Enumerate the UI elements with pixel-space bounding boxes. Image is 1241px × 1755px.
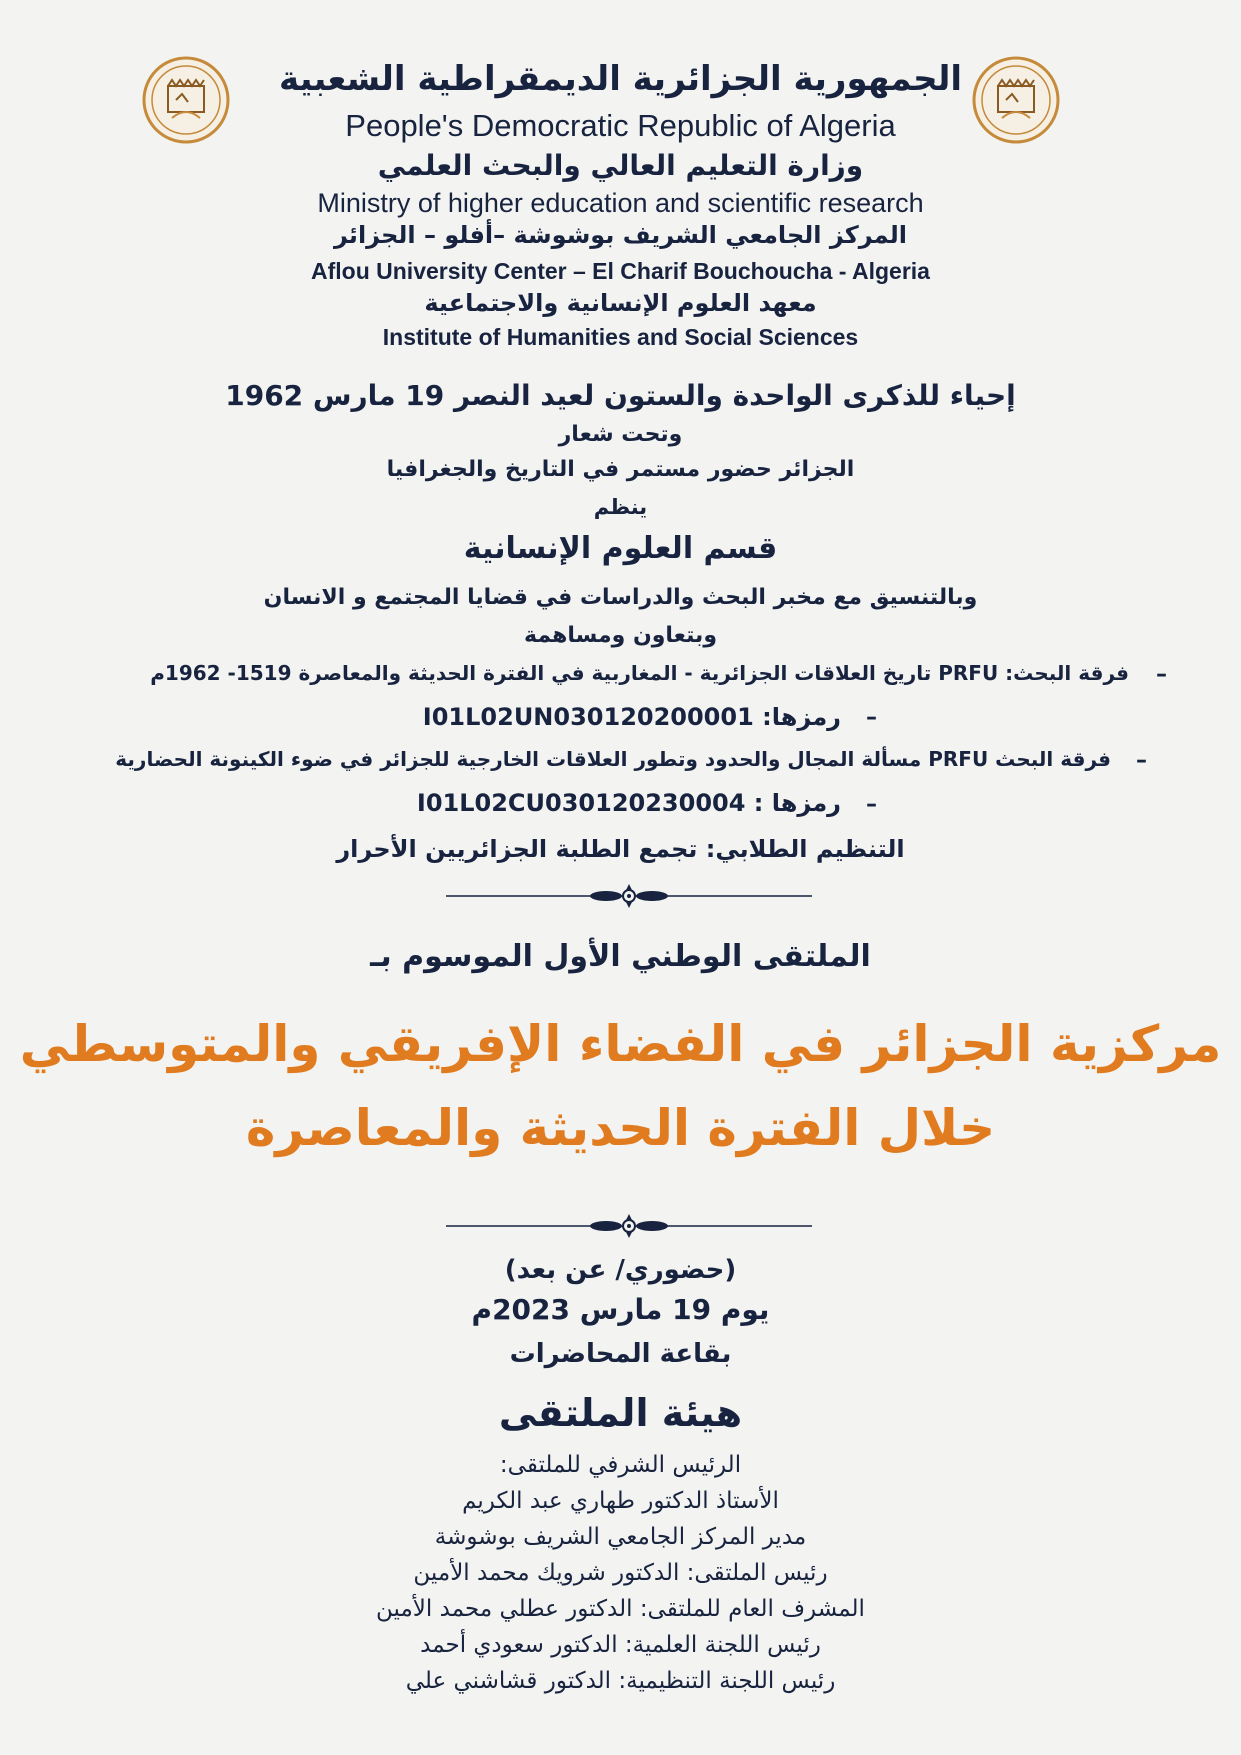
student-organization-text: التنظيم الطلابي: تجمع الطلبة الجزائريين الأحرار	[336, 835, 905, 863]
research-team-1-code: رمزها: I01L02UN030120200001	[422, 703, 841, 731]
event-date: يوم 19 مارس 2023م	[471, 1293, 770, 1326]
organizes-text: ينظم	[593, 495, 648, 519]
committee-heading: هيئة الملتقى	[498, 1391, 743, 1435]
slogan-text: الجزائر حضور مستمر في التاريخ والجغرافيا	[386, 457, 855, 482]
honorary-president-role: مدير المركز الجامعي الشريف بوشوشة	[434, 1524, 807, 1550]
ornament-divider-icon	[446, 1214, 812, 1238]
forum-subtitle: الملتقى الوطني الأول الموسوم بـ	[370, 939, 871, 974]
cooperation-text: وبتعاون ومساهمة	[524, 623, 717, 648]
research-team-1: فرقة البحث: PRFU تاريخ العلاقات الجزائرية - المغاربية في الفترة الحديثة والمعاصرة 1519- 1962م	[150, 661, 1129, 685]
ornament-divider-icon	[446, 884, 812, 908]
occasion-text: إحياء للذكرى الواحدة والستون لعيد النصر 19 مارس 1962	[225, 379, 1016, 412]
event-venue: بقاعة المحاضرات	[509, 1339, 732, 1369]
institute-english: Institute of Humanities and Social Sciences	[382, 324, 859, 350]
honorary-president-label: الرئيس الشرفي للملتقى:	[499, 1452, 742, 1478]
list-dash: –	[1136, 748, 1147, 773]
center-arabic: المركز الجامعي الشريف بوشوشة –أفلو – الجزائر	[334, 221, 907, 249]
research-team-2-code: رمزها : I01L02CU030120230004	[416, 789, 841, 817]
department-title: قسم العلوم الإنسانية	[463, 531, 778, 566]
forum-chair: رئيس الملتقى: الدكتور شرويك محمد الأمين	[413, 1560, 828, 1586]
ministry-english: Ministry of higher education and scientific research	[317, 188, 924, 218]
center-english: Aflou University Center – El Charif Bouchoucha - Algeria	[311, 258, 930, 284]
attendance-mode: (حضوري/ عن بعد)	[504, 1255, 737, 1285]
general-supervisor: المشرف العام للملتقى: الدكتور عطلي محمد الأمين	[376, 1596, 865, 1622]
list-dash: –	[866, 792, 877, 817]
research-team-2: فرقة البحث PRFU مسألة المجال والحدود وتطور العلاقات الخارجية للجزائر في ضوء الكينونة الحضارية	[115, 747, 1111, 771]
honorary-president-name: الأستاذ الدكتور طهاري عبد الكريم	[462, 1488, 779, 1514]
coordination-text: وبالتنسيق مع مخبر البحث والدراسات في قضايا المجتمع و الانسان	[263, 585, 978, 610]
republic-english: People's Democratic Republic of Algeria	[345, 108, 896, 143]
institute-arabic: معهد العلوم الإنسانية والاجتماعية	[424, 289, 817, 317]
list-dash: –	[866, 705, 877, 730]
forum-title-line-1: مركزية الجزائر في الفضاء الإفريقي والمتوسطي	[19, 1015, 1222, 1073]
organizing-committee-chair: رئيس اللجنة التنظيمية: الدكتور قشاشني علي	[405, 1668, 836, 1694]
forum-title-line-2: خلال الفترة الحديثة والمعاصرة	[245, 1099, 996, 1157]
under-slogan-text: وتحت شعار	[558, 422, 683, 447]
list-dash: –	[1156, 662, 1167, 687]
scientific-committee-chair: رئيس اللجنة العلمية: الدكتور سعودي أحمد	[420, 1632, 821, 1658]
republic-arabic: الجمهورية الجزائرية الديمقراطية الشعبية	[279, 59, 962, 99]
ministry-arabic: وزارة التعليم العالي والبحث العلمي	[377, 149, 864, 182]
